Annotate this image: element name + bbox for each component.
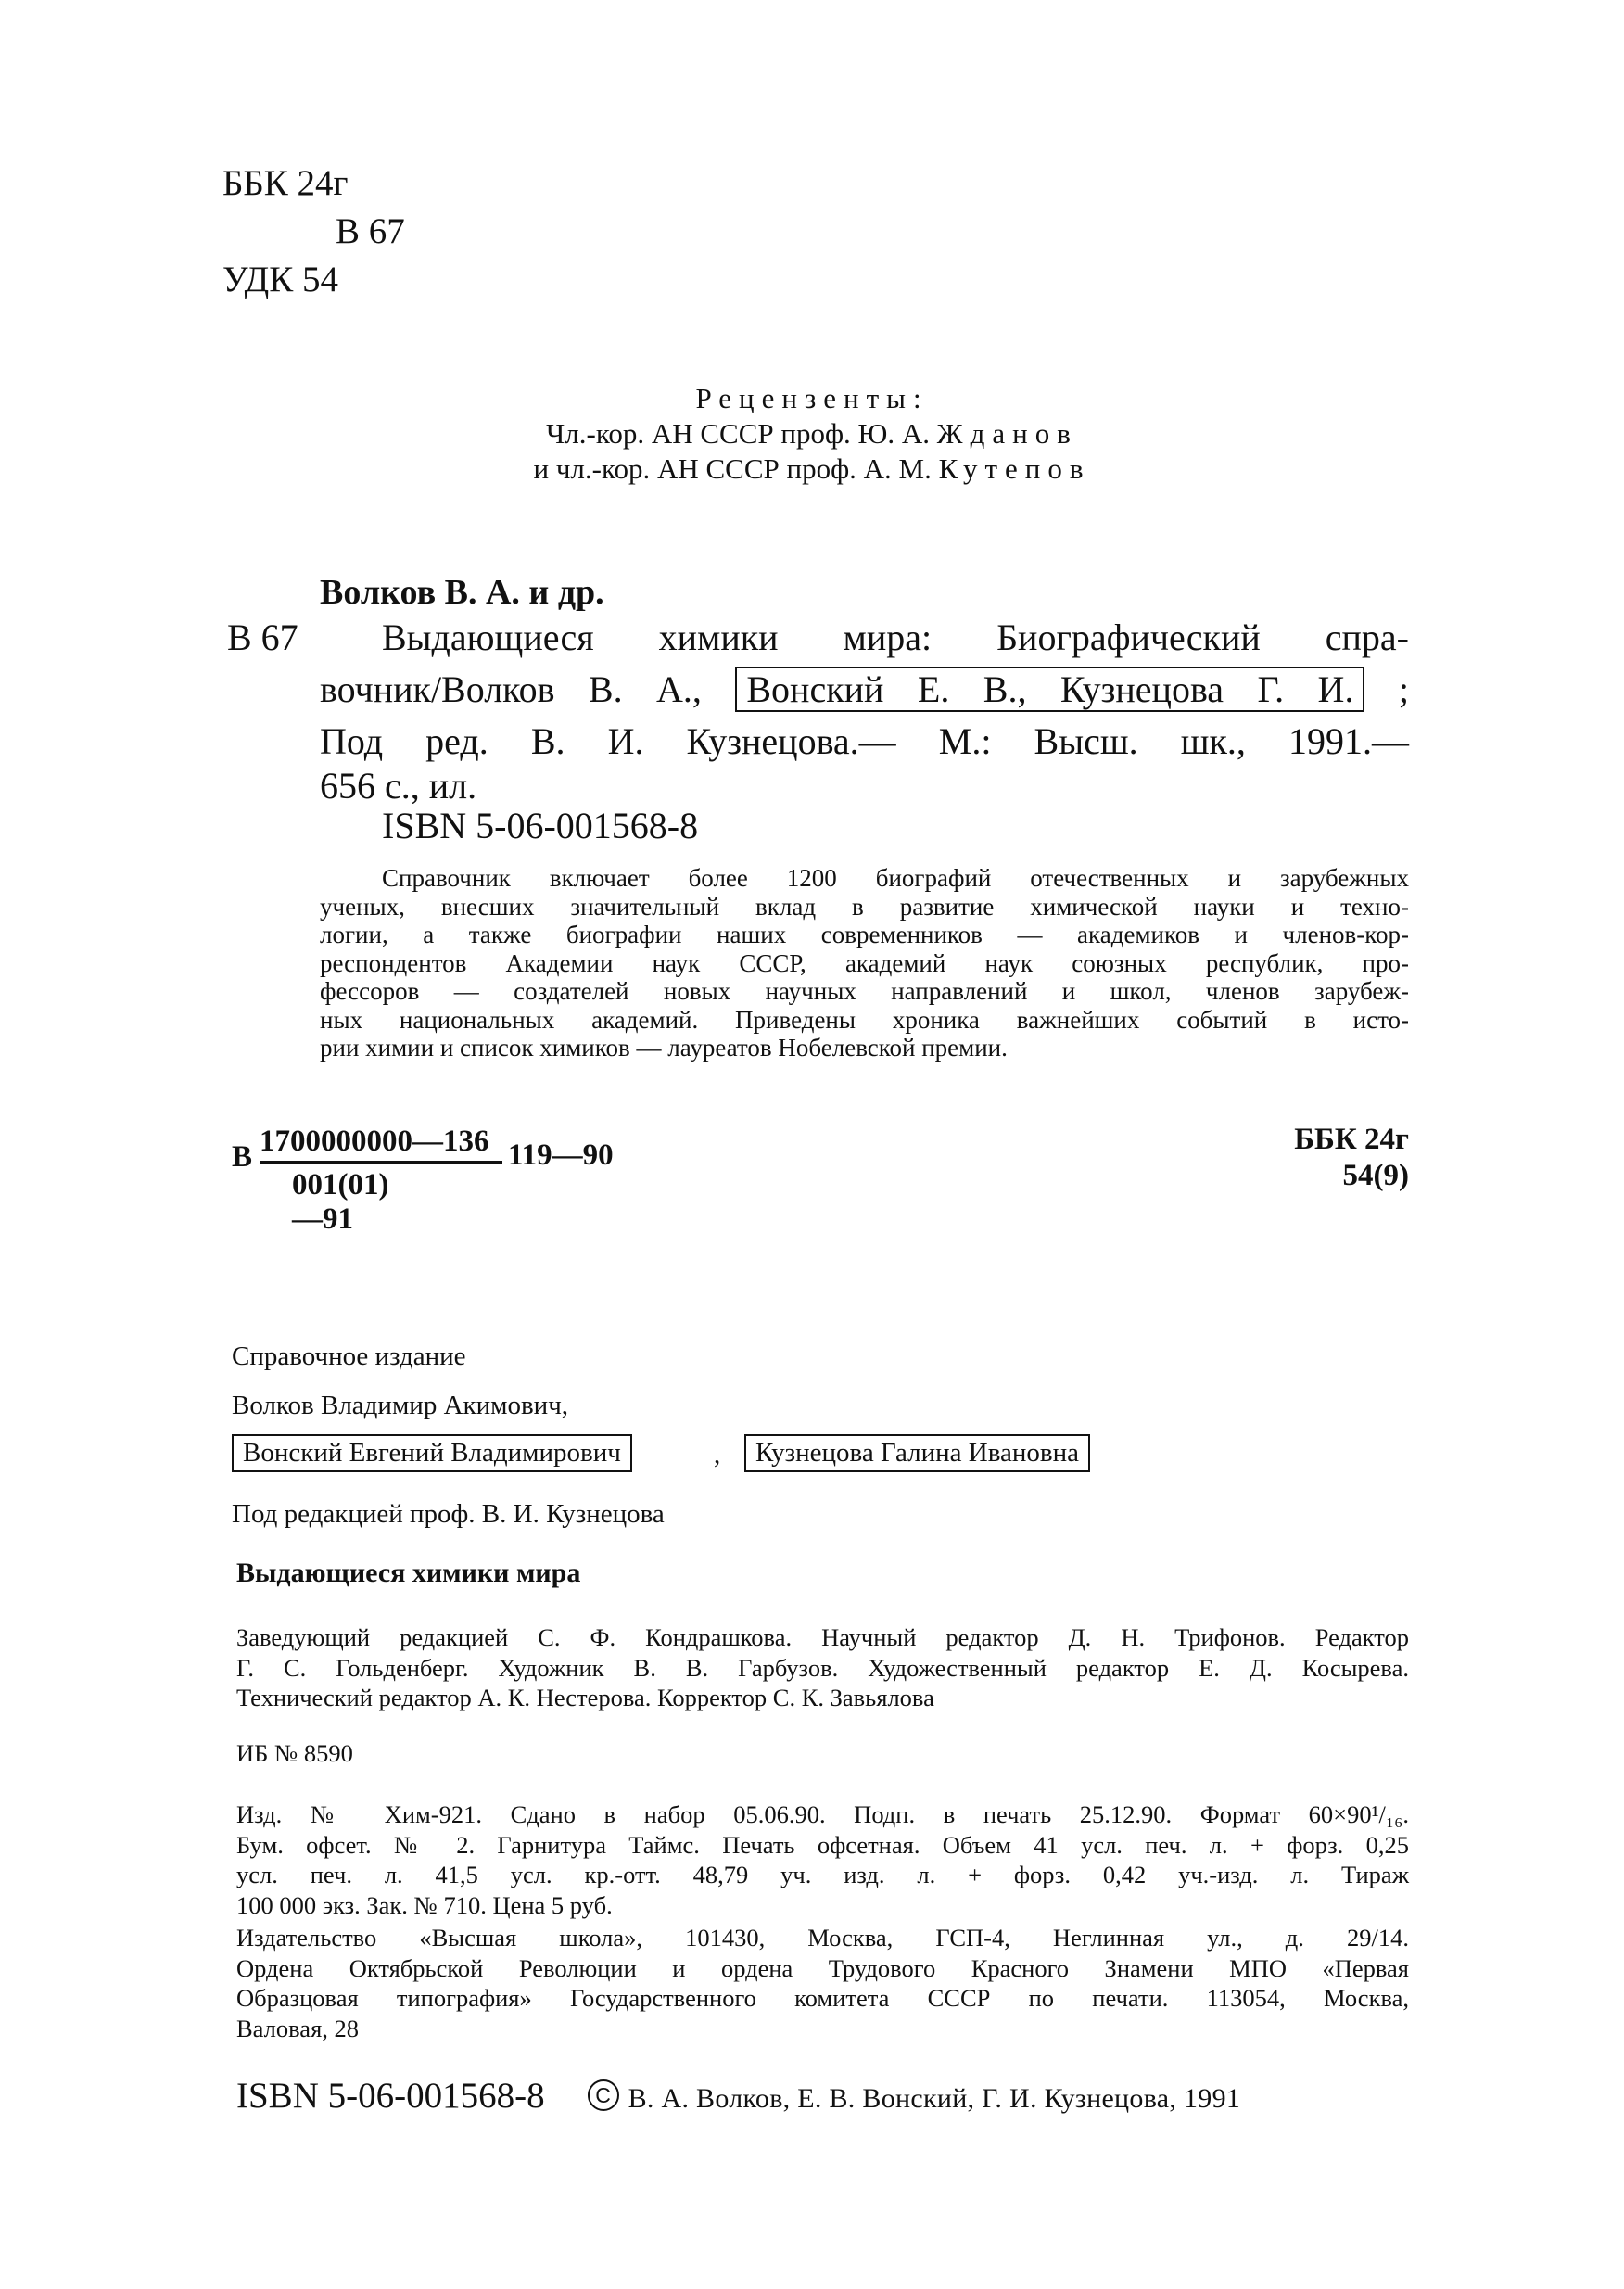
abstract-line: ных национальных академий. Приведены хроника важнейших событий в исто- [320,1005,1409,1034]
index-code-prefix: В [232,1140,253,1174]
abstract-line: респондентов Академии наук СССР, академий наук союзных республик, про- [320,948,1409,977]
credits-line: Технический редактор А. К. Нестерова. Корректор С. К. Завьялова [236,1684,934,1711]
reviewer-2 [0,452,1624,486]
reviewer-2-name: Кутепов [938,452,1091,485]
footer-isbn: ISBN 5-06-001568-8 [236,2076,545,2116]
bbk-code: ББК 24г [222,163,349,203]
index-code-numerator: 1700000000—136 [260,1125,502,1164]
index-bbk-line1: ББК 24г [1294,1123,1409,1156]
publisher-line: Ордена Октябрьской Революции и ордена Трудового Красного Знамени МПО «Первая [236,1953,1409,1982]
entry-authors-line [320,668,1409,711]
copyright-icon: C [588,2079,619,2111]
print-details-line: усл. печ. л. 41,5 усл. кр.-отт. 48,79 уч. изд. л. + форз. 0,42 уч.-изд. л. Тираж [236,1861,1409,1888]
entry-author-mark: В 67 [227,617,298,658]
credits-line: Заведующий редакцией С. Ф. Кондрашкова. Научный редактор Д. Н. Трифонов. Редактор [236,1623,1409,1651]
edition-title: Выдающиеся химики мира [236,1558,581,1588]
edition-type: Справочное издание [232,1342,466,1371]
abstract-line: фессоров — создателей новых научных направлений и школ, членов зарубеж- [320,977,1409,1005]
publisher-line: Издательство «Высшая школа», 101430, Москва, ГСП-4, Неглинная ул., д. 29/14. [236,1924,1409,1952]
publisher-line: Образцовая типография» Государственного комитета СССР по печати. 113054, Москва, [236,1984,1409,2012]
reviewer-1 [0,417,1624,451]
index-bbk-line2: 54(9) [1342,1159,1409,1192]
publisher-block [236,1923,1409,2043]
entry-authors-heading: Волков В. А. и др. [320,573,604,612]
entry-authors-semicolon: ; [1398,668,1410,710]
publisher-line: Валовая, 28 [236,2014,360,2042]
footer-line [236,2075,1460,2117]
entry-boxed-authors: Вонский Е. В., Кузнецова Г. И. [735,667,1364,712]
entry-publication-line: Под ред. В. И. Кузнецова.— М.: Высш. шк., 1991.— [320,720,1409,762]
print-details-line: Изд. № Хим-921. Сдано в набор 05.06.90. Подп. в печать 25.12.90. Формат 60×90¹/₁₆. [236,1800,1409,1828]
entry-authors-text: вочник/Волков В. А., [320,668,702,710]
edition-author-separator: , [714,1440,721,1469]
index-code-suffix: 119—90 [508,1138,614,1172]
footer-copyright-text: В. А. Волков, Е. В. Вонский, Г. И. Кузнецова, 1991 [628,2083,1241,2114]
reviewers-heading: Рецензенты: [695,382,929,414]
entry-isbn: ISBN 5-06-001568-8 [382,805,699,846]
entry-pages-line: 656 с., ил. [320,765,477,807]
abstract [320,864,1409,1062]
abstract-line: Справочник включает более 1200 биографий отечественных и зарубежных [382,864,1409,892]
abstract-line: рии химии и список химиков — лауреатов Нобелевской премии. [320,1034,1008,1062]
credits-line: Г. С. Гольденберг. Художник В. В. Гарбузов. Художественный редактор Е. Д. Косырева. [236,1653,1409,1682]
author-mark-code: В 67 [336,211,405,251]
ib-number: ИБ № 8590 [236,1739,353,1767]
print-details-line: 100 000 экз. Зак. № 710. Цена 5 руб. [236,1890,613,1919]
edition-author-2-boxed: Вонский Евгений Владимирович [232,1434,632,1472]
edition-author-1: Волков Владимир Акимович, [232,1391,569,1420]
reviewer-1-title: Чл.-кор. АН СССР проф. Ю. А. [546,417,937,450]
abstract-line: ученых, внесших значительный вклад в развитие химической науки и техно- [320,892,1409,921]
print-details-block [236,1799,1409,1920]
reviewer-1-name: Жданов [936,417,1078,450]
print-details-line: Бум. офсет. № 2. Гарнитура Таймс. Печать офсетная. Объем 41 усл. печ. л. + форз. 0,25 [236,1830,1409,1859]
index-code-denominator: 001(01)—91 [292,1168,389,1236]
abstract-line: логии, а также биографии наших современников — академиков и членов-кор- [320,921,1409,948]
edition-author-3-boxed: Кузнецова Галина Ивановна [744,1434,1090,1472]
edition-editor: Под редакцией проф. В. И. Кузнецова [232,1499,665,1529]
reviewer-2-title: и чл.-кор. АН СССР проф. А. М. [533,452,939,485]
entry-title-line: Выдающиеся химики мира: Биографический спра- [382,617,1409,658]
udk-code: УДК 54 [222,260,339,299]
credits-block [236,1622,1409,1713]
